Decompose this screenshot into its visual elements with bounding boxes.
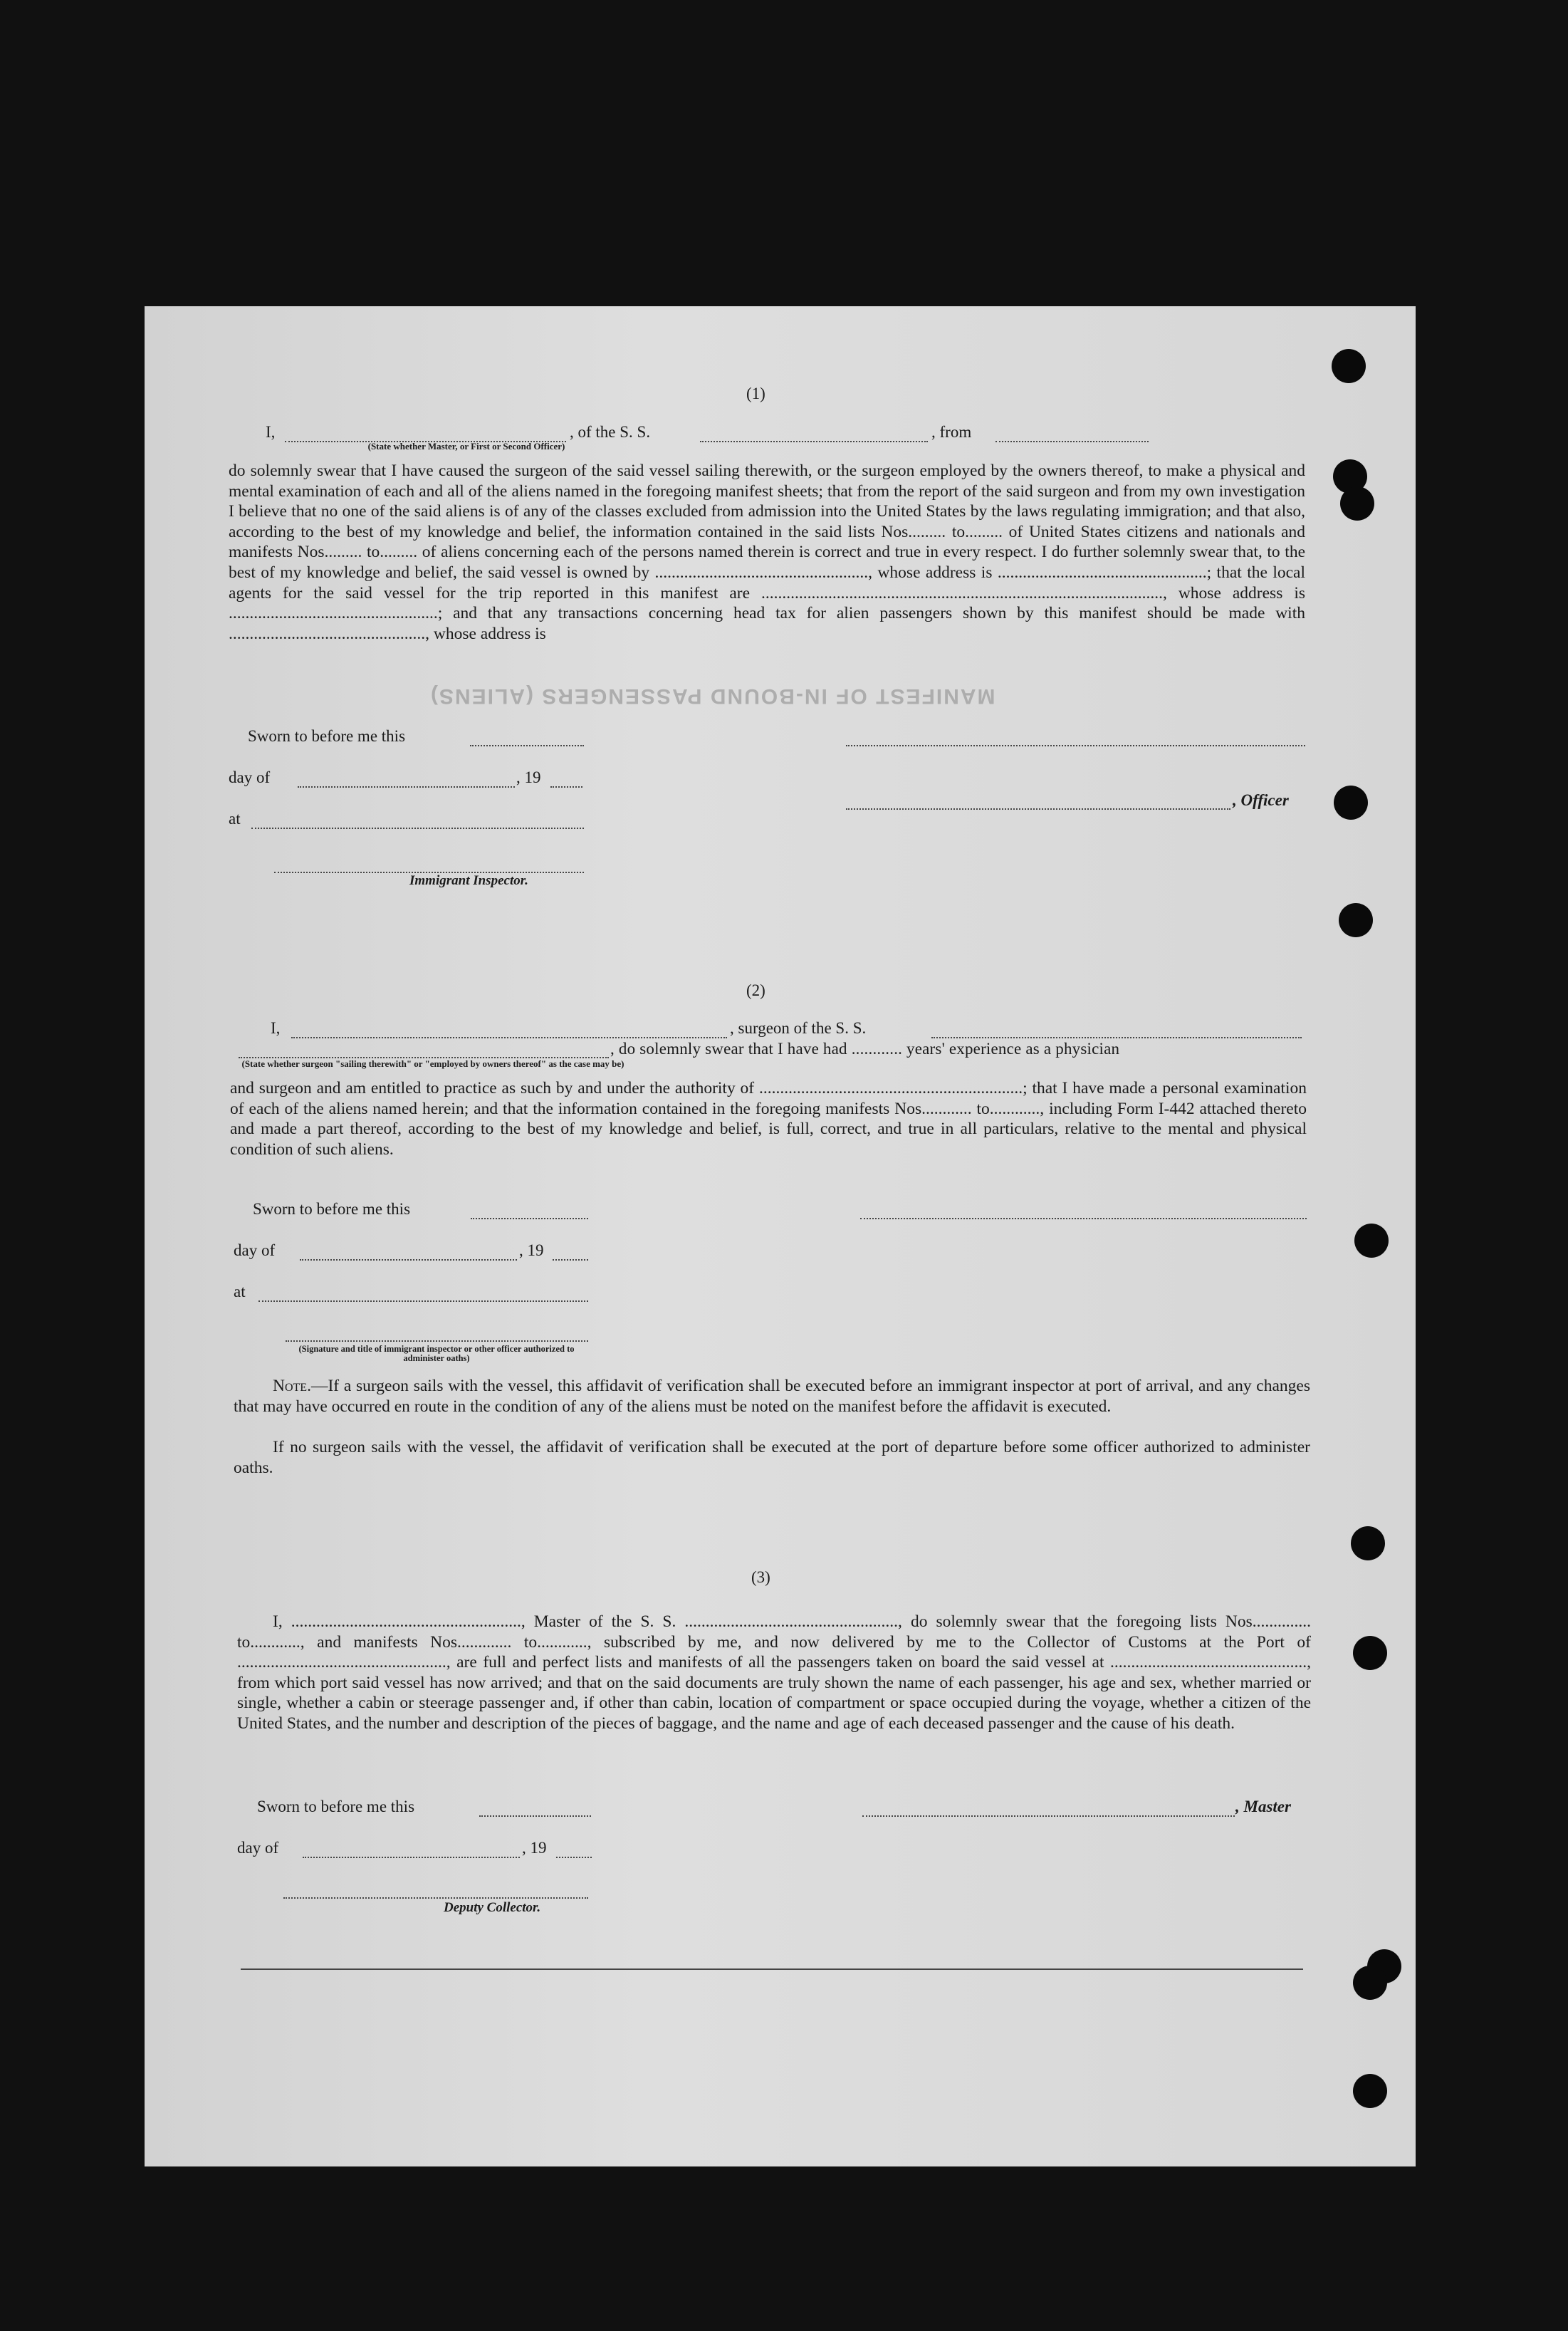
s2-note-2: If no surgeon sails with the vessel, the affidavit of verification shall be executed at the port of departure before some officer authorized to administer oaths.	[234, 1438, 1310, 1477]
s2-signature-note: (Signature and title of immigrant inspector or other officer authorized to administer oaths)	[298, 1344, 575, 1363]
s3-master-blank[interactable]	[862, 1814, 1235, 1817]
s1-role-note: (State whether Master, or First or Second Officer)	[367, 441, 565, 452]
s2-i: I,	[271, 1019, 281, 1037]
s2-year: , 19	[519, 1241, 544, 1259]
s2-day-blank[interactable]	[300, 1258, 517, 1261]
s1-from-blank[interactable]	[995, 439, 1149, 442]
section-3-number: (3)	[751, 1568, 770, 1586]
s1-day-of: day of	[229, 768, 271, 786]
s1-day-blank[interactable]	[298, 785, 515, 788]
s3-year-blank[interactable]	[556, 1855, 592, 1858]
punch-hole	[1353, 2074, 1387, 2108]
section-2-number: (2)	[746, 981, 765, 999]
s2-officer-blank[interactable]	[286, 1339, 588, 1342]
s2-year-blank[interactable]	[553, 1258, 588, 1261]
s2-sworn: Sworn to before me this	[253, 1200, 411, 1218]
s2-day-of: day of	[234, 1241, 276, 1259]
s2-vessel-blank[interactable]	[931, 1036, 1302, 1038]
s2-at: at	[234, 1283, 246, 1300]
s2-do-swear: , do solemnly swear that I have had ............ years' experience as a physician	[610, 1040, 1120, 1058]
s1-inspector: Immigrant Inspector.	[409, 873, 528, 888]
s1-officer: , Officer	[1233, 791, 1289, 809]
s2-sworn-blank[interactable]	[471, 1216, 588, 1219]
s2-signature-blank[interactable]	[860, 1216, 1307, 1219]
punch-hole	[1354, 1224, 1389, 1258]
manifest-page	[145, 306, 1416, 2166]
s1-vessel-blank[interactable]	[700, 439, 928, 442]
s2-state-note: (State whether surgeon "sailing therewith" or "employed by owners thereof" as the case may be)	[241, 1058, 624, 1069]
s2-name-blank[interactable]	[291, 1036, 727, 1038]
s3-collector: Deputy Collector.	[444, 1900, 541, 1915]
punch-hole	[1339, 903, 1373, 937]
s3-day-of: day of	[237, 1839, 279, 1857]
note-text-1: —If a surgeon sails with the vessel, this affidavit of verification shall be executed before an immigrant inspector at port of arrival, and any changes that may have occurred en route in the condition of any of the aliens must be noted on the manifest before the affidavit is executed.	[234, 1377, 1310, 1416]
section-1-number: (1)	[746, 385, 765, 402]
s1-from: , from	[931, 423, 972, 441]
s1-sworn: Sworn to before me this	[248, 727, 406, 745]
s3-collector-blank[interactable]	[283, 1896, 588, 1899]
s2-surgeon-of: , surgeon of the S. S.	[730, 1019, 867, 1037]
s1-year-blank[interactable]	[550, 785, 582, 788]
s1-of-ss: , of the S. S.	[570, 423, 651, 441]
punch-hole	[1351, 1526, 1385, 1560]
punch-hole	[1340, 486, 1374, 521]
s1-officer-blank[interactable]	[846, 807, 1230, 810]
s1-oath-text: do solemnly swear that I have caused the surgeon of the said vessel sailing therewith, or the surgeon employed by the owners thereof, to make a physical and mental examination of each and all of the aliens named in the foregoing manifest sheets; that from the report of the said surgeon and from my own investigation I believe that no one of the said aliens is of any of the classes excluded from admission into the United States by the laws regulating immigration; and that also, according to the best of my knowledge and belief, the information contained in the said lists Nos......... to......... of United States citizens and nationals and manifests Nos......... to......... of aliens concerning each of the persons named therein is correct and true in every respect. I do further solemnly swear that, to the best of my knowledge and belief, the said vessel is owned by ..................................................., whose address is ..................................................; that the local agents for the said vessel for the trip reported in this manifest are ................................................................................................, whose address is ..................................................; and that any transactions concerning head tax for alien passengers shown by this manifest should be made with ..............................................., whose address is	[229, 461, 1305, 643]
bottom-rule	[241, 1968, 1303, 1970]
s1-at-blank[interactable]	[251, 826, 584, 829]
punch-hole	[1353, 1966, 1387, 2000]
punch-hole	[1353, 1636, 1387, 1670]
s1-signature-blank[interactable]	[846, 744, 1305, 746]
s1-at: at	[229, 810, 241, 828]
s1-sworn-blank[interactable]	[470, 744, 584, 746]
s2-oath-text: and surgeon and am entitled to practice as such by and under the authority of ...............................................................; that I have made a personal examination of each of the aliens named herein; and that the information contained in the foregoing manifests Nos............ to............, including Form I-442 attached thereto and made a part thereof, according to the best of my knowledge and belief, is full, correct, and true in all particulars, relative to the mental and physical condition of such aliens.	[230, 1079, 1307, 1159]
s3-day-blank[interactable]	[303, 1855, 520, 1858]
s3-year: , 19	[522, 1839, 547, 1857]
punch-hole	[1334, 786, 1368, 820]
bleed-through-header: MANIFEST OF IN-BOUND PASSENGERS (ALIENS)	[429, 684, 995, 708]
s3-sworn-blank[interactable]	[479, 1814, 591, 1817]
s2-note-1	[234, 1376, 1310, 1417]
note-label: Note.	[273, 1377, 311, 1395]
s1-i: I,	[266, 423, 276, 441]
s3-sworn: Sworn to before me this	[257, 1798, 415, 1815]
s3-master: , Master	[1235, 1798, 1291, 1815]
s1-year: , 19	[516, 768, 541, 786]
punch-hole	[1332, 349, 1366, 383]
s3-oath-text: I, ......................................................., Master of the S. S. ..................................................., do solemnly swear that the foregoing lists Nos.............. to............, and manifests Nos............. to............, subscribed by me, and now delivered by me to the Collector of Customs at the Port of .................................................., are full and perfect lists and manifests of all the passengers taken on board the said vessel at ..............................................., from which port said vessel has now arrived; and that on the said documents are truly shown the name of each passenger, his age and sex, whether married or single, whether a cabin or steerage passenger and, if other than cabin, location of compartment or space occupied during the voyage, whether a citizen of the United States, and the number and description of the pieces of baggage, and the name and age of each deceased passenger and the cause of his death.	[237, 1612, 1311, 1733]
s2-at-blank[interactable]	[258, 1299, 588, 1302]
